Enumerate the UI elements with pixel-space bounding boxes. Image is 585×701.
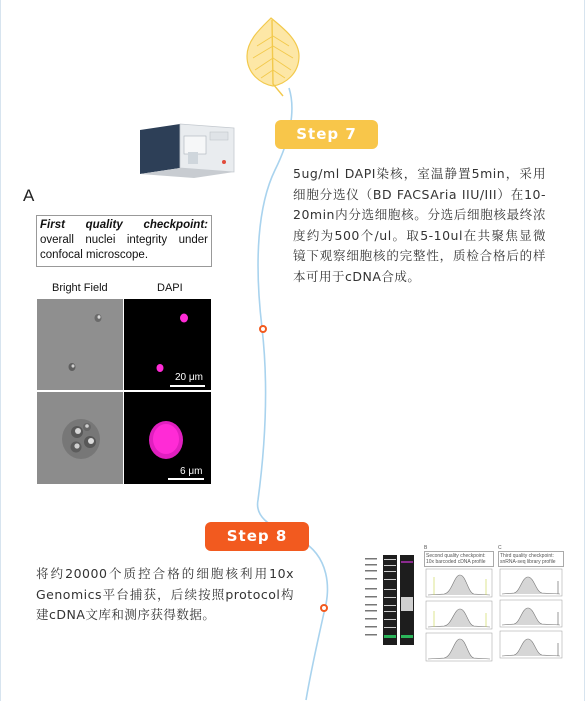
step-7-description: 5ug/ml DAPI染核，室温静置5min，采用细胞分选仪（BD FACSAria IIU/III）在10-20min内分选细胞核。分选后细胞核最终浓度约为500个/ul。取5-10ul在共聚焦显微镜下观察细胞核的完整性，质检合格后的样本可用于cDNA合成。: [293, 166, 546, 284]
timeline-dot-step-7: [259, 325, 267, 333]
figure-a-letter: A: [23, 186, 35, 205]
bright-field-panel-top: [37, 299, 123, 390]
figure-c-title: Third quality checkpoint: snRNA-seq library profile: [498, 551, 564, 567]
step-8-badge: Step 8: [205, 522, 309, 551]
timeline-dot-step-8: [320, 604, 328, 612]
library-profile-figure: [498, 545, 564, 660]
scale-bar-top: [170, 385, 205, 387]
scale-bar-bottom: [168, 478, 204, 480]
scale-label-bottom: 6 μm: [180, 466, 203, 477]
library-traces: [498, 567, 564, 662]
leaf-icon: [243, 14, 303, 98]
checkpoint-title: First quality checkpoint:: [40, 219, 208, 231]
cell-sorter-illustration: [138, 122, 238, 180]
step-8-description: 将约20000个质控合格的细胞核利用10x Genomics平台捕获，后续按照protocol构建cDNA文库和测序获得数据。: [36, 566, 294, 622]
figure-c-letter: C: [498, 545, 502, 551]
dapi-label: DAPI: [157, 282, 183, 294]
cdna-traces: [424, 567, 494, 667]
figure-b-letter: B: [424, 545, 428, 551]
figure-b-title: Second quality checkpoint: 10x barcoded cDNA profile: [424, 551, 494, 567]
gel-electrophoresis-image: [361, 549, 416, 649]
cdna-profile-figure: [424, 545, 494, 665]
scale-label-top: 20 μm: [175, 372, 203, 383]
bright-field-label: Bright Field: [52, 282, 108, 294]
checkpoint-caption-box: [36, 215, 212, 267]
bright-field-panel-bottom: [37, 392, 123, 484]
step-7-badge: Step 7: [275, 120, 378, 149]
checkpoint-text: overall nuclei integrity under confocal microscope.: [40, 234, 208, 261]
